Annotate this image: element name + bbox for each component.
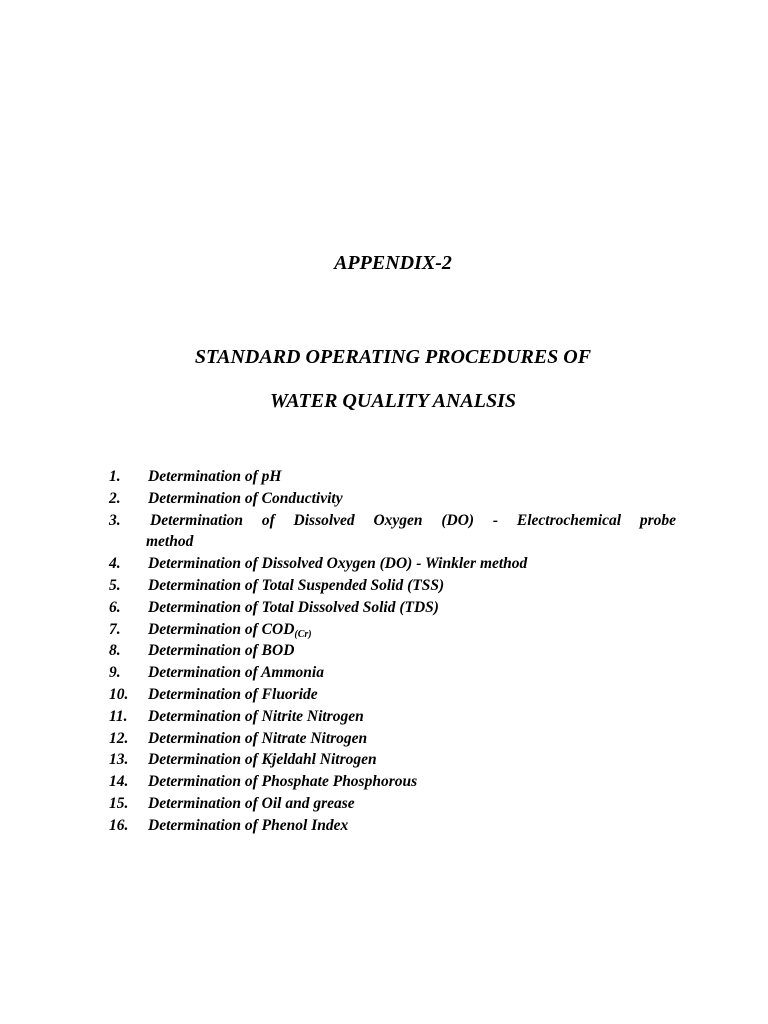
list-item-number: 13. — [109, 751, 129, 769]
list-item-number: 12. — [109, 729, 129, 747]
list-item — [109, 749, 676, 771]
list-item-text: Determination of Nitrite Nitrogen — [148, 707, 364, 725]
list-item-text: Determination of COD — [148, 620, 295, 638]
list-item — [109, 684, 676, 706]
list-item — [109, 706, 676, 728]
list-item-text: Determination of Conductivity — [148, 489, 343, 507]
list-item-number: 3. — [109, 511, 121, 529]
list-item — [109, 619, 676, 641]
list-item-text: Determination of Kjeldahl Nitrogen — [148, 751, 377, 769]
list-item-number: 11. — [109, 707, 128, 725]
list-item-text: Determination of Ammonia — [148, 664, 324, 682]
procedure-list — [109, 466, 676, 837]
list-item — [109, 771, 676, 793]
list-item-text: Determination of pH — [148, 468, 282, 485]
list-item-text: Determination of Dissolved Oxygen (DO) - Electrochemical probe — [150, 511, 676, 529]
list-item — [109, 728, 676, 750]
list-item — [109, 488, 676, 510]
document-title-line-2: WATER QUALITY ANALSIS — [270, 390, 516, 412]
list-item-number: 2. — [109, 489, 121, 507]
list-item — [109, 597, 676, 619]
list-item-text: Determination of Oil and grease — [148, 794, 355, 812]
list-item-number: 10. — [109, 685, 129, 703]
list-item — [109, 815, 676, 837]
document-title-line-1: STANDARD OPERATING PROCEDURES OF — [194, 346, 592, 368]
list-item — [109, 553, 676, 575]
list-item-text: Determination of Total Suspended Solid (TSS) — [148, 576, 445, 594]
list-item-text: Determination of Total Dissolved Solid (TDS) — [148, 598, 439, 616]
subscript-cr: (Cr) — [294, 628, 312, 640]
list-item-number: 16. — [109, 816, 129, 834]
list-item-text-with-subscript — [148, 619, 676, 641]
list-item-number: 1. — [109, 468, 121, 485]
list-item-text: Determination of Phosphate Phosphorous — [148, 773, 418, 791]
list-item-number: 7. — [109, 620, 121, 638]
list-item-number: 15. — [109, 794, 129, 812]
list-item-number: 6. — [109, 598, 121, 616]
list-item-text: Determination of Nitrate Nitrogen — [148, 729, 368, 747]
list-item-text-continuation: method — [146, 533, 194, 551]
list-item — [109, 640, 676, 662]
list-item — [109, 466, 676, 488]
list-item — [109, 510, 676, 554]
list-item-text: Determination of Fluoride — [148, 685, 318, 703]
list-item-number: 9. — [109, 664, 121, 682]
list-item — [109, 575, 676, 597]
list-item — [109, 662, 676, 684]
appendix-heading: APPENDIX-2 — [334, 252, 452, 274]
list-item-text: Determination of BOD — [148, 642, 295, 660]
list-item-text: Determination of Phenol Index — [148, 816, 349, 834]
list-item-number: 14. — [109, 773, 129, 791]
list-item — [109, 793, 676, 815]
list-item-number: 5. — [109, 576, 121, 594]
list-item-number: 4. — [109, 555, 121, 573]
list-item-number: 8. — [109, 642, 121, 660]
list-item-text: Determination of Dissolved Oxygen (DO) - Winkler method — [148, 555, 528, 573]
